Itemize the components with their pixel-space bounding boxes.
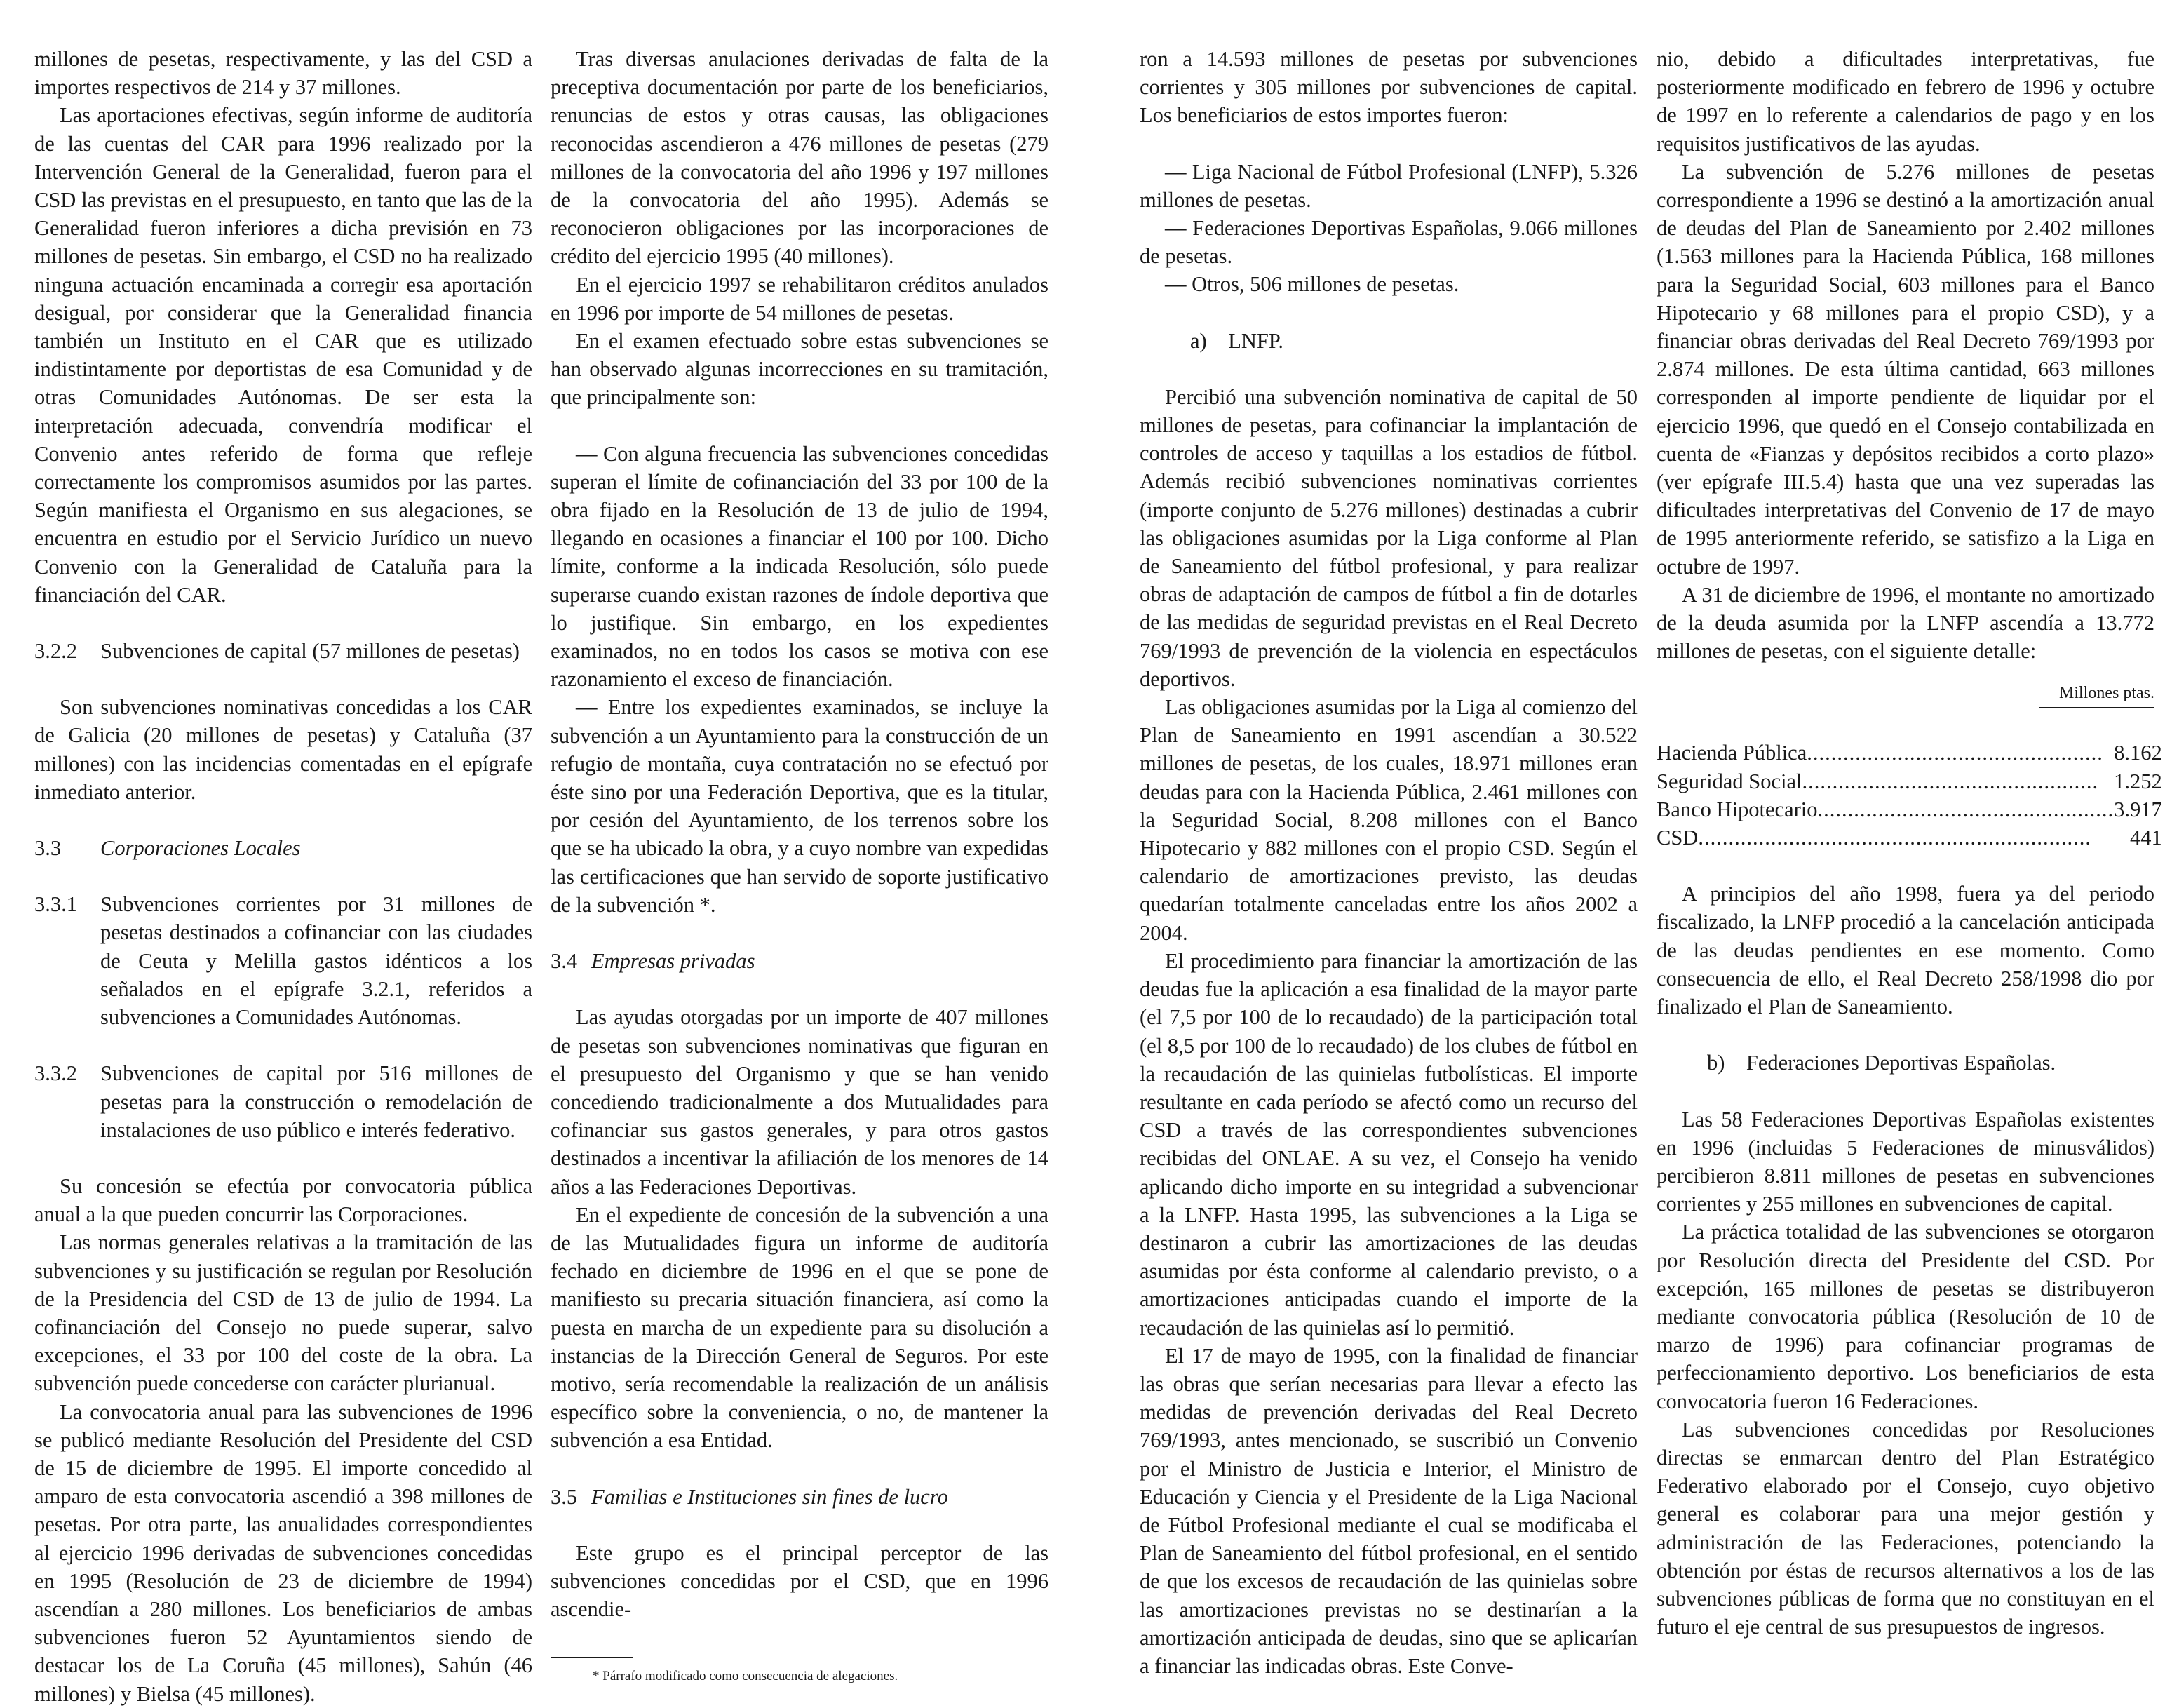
paragraph: La práctica totalidad de las subvenciones se otorgaron por Resolución directa del Presidente del CSD. Por excepción, 165 millones de pesetas se distribuyeron mediante convocatoria pública (Resolución de 10 de marzo de 1996) para cofinanciar programas de perfeccionamiento deportivo. Los beneficiarios de esta convocatoria fueron 16 Federaciones. [1657, 1220, 2154, 1413]
paragraph: Percibió una subvención nominativa de capital de 50 millones de pesetas, para cofinanciar la implantación de controles de acceso y taquillas a los estadios de fútbol. Además recibió subvenciones nominativas corrientes (importe conjunto de 5.276 millones) destinadas a cubrir las obligaciones asumidas por la Liga conforme al Plan de Saneamiento del fútbol profesional, y para realizar obras de adaptación de campos de fútbol a fin de dotarles de las medidas de seguridad previstas en el Real Decreto 769/1993 de prevención de la violencia en espectáculos deportivos. [1140, 384, 1638, 691]
table-unit-label: Millones ptas. [2059, 684, 2154, 703]
paragraph: millones de pesetas, respectivamente, y las del CSD a importes respectivos de 214 y 37 millones. [34, 47, 532, 100]
section-number: 3.3.1 [34, 892, 77, 917]
paragraph: ron a 14.593 millones de pesetas por subvenciones corrientes y 305 millones por subvenciones de capital. Los beneficiarios de estos importes fueron: [1140, 47, 1638, 128]
section-number: 3.4 [551, 949, 578, 974]
table-row: Hacienda Pública................................................. 8.162 [1657, 739, 2162, 767]
paragraph: Las ayudas otorgadas por un importe de 407 millones de pesetas son subvenciones nominativas que figuran en el presupuesto del Organismo y que se han venido concediendo tradicionalmente a dos Mutualidades para cofinanciar sus gastos generales, y para otros gastos destinados a incentivar la afiliación de los menores de 14 años a las Federaciones Deportivas. [551, 1005, 1048, 1199]
section-number: 3.5 [551, 1484, 578, 1509]
row-value: 441 [2130, 826, 2162, 850]
section-number: 3.3 [34, 836, 62, 861]
table-row: CSD................................................................. 441 [1657, 823, 2162, 852]
table-row: Seguridad Social................................................. 1.252 [1657, 767, 2162, 795]
paragraph: Este grupo es el principal perceptor de las subvenciones concedidas por el CSD, que en 1996 ascendie- [551, 1540, 1048, 1622]
paragraph: Las subvenciones concedidas por Resoluciones directas se enmarcan dentro del Plan Estratégico Federativo elaborado por el Consejo, cuyo objetivo general es colaborar para una mejor gestión y administración de las Federaciones, potenciando la obtención por éstas de recursos alternativos a los de las subvenciones públicas de forma que no constituyan en el futuro el eje central de sus presupuestos de ingresos. [1657, 1417, 2154, 1639]
section-heading-3-5 [551, 1483, 1048, 1511]
paragraph: El procedimiento para financiar la amortización de las deudas fue la aplicación a esa finalidad de la mayor parte (el 7,5 por 100 de lo recaudado) de la participación total (el 8,5 por 100 de lo recaudado) de los clubes de fútbol en la recaudación de las quinielas futbolísticas. El importe resultante en cada período se afectó como un recurso del CSD a través de las correspondientes subvenciones recibidas del ONLAE. A su vez, el Consejo ha venido aplicando dicho importe en su integridad a subvencionar a la LNFP. Hasta 1995, las subvenciones a la Liga se destinaron a cubrir las amortizaciones de las deudas asumidas por ésta conforme al calendario previsto, o a amortizaciones anticipadas cuando el importe de la recaudación de las quinielas así lo permitió. [1140, 948, 1638, 1340]
section-title: Corporaciones Locales [100, 836, 301, 861]
paragraph: Las 58 Federaciones Deportivas Españolas existentes en 1996 (incluidas 5 Federaciones de minusválidos) percibieron 8.811 millones de pesetas en subvenciones corrientes y 255 millones en subvenciones de capital. [1657, 1107, 2154, 1216]
section-heading-3-2-2 [34, 637, 532, 665]
paragraph: A 31 de diciembre de 1996, el montante no amortizado de la deuda asumida por la LNFP ascendía a 13.772 millones de pesetas, con el siguiente detalle: [1657, 582, 2154, 664]
paragraph: En el examen efectuado sobre estas subvenciones se han observado algunas incorrecciones en su tramitación, que principalmente son: [551, 329, 1048, 410]
paragraph: La convocatoria anual para las subvenciones de 1996 se publicó mediante Resolución del Presidente del CSD de 15 de diciembre de 1995. El importe concedido al amparo de esta convocatoria ascendió a 398 millones de pesetas. Por otra parte, las anualidades correspondientes al ejercicio 1996 derivadas de subvenciones concedidas en 1995 (Resolución de 23 de diciembre de 1994) ascendían a 280 millones. Los beneficiarios de ambas subvenciones fueron 52 Ayuntamientos siendo de destacar los de La Coruña (45 millones), Sahún (46 millones) y Bielsa (45 millones). [34, 1399, 532, 1706]
paragraph: La subvención de 5.276 millones de pesetas correspondiente a 1996 se destinó a la amortización anual de deudas del Plan de Saneamiento por 2.402 millones (1.563 millones para la Hacienda Pública, 168 millones para la Seguridad Social, 603 millones para el Banco Hipotecario y 68 millones para el propio CSD), y a financiar obras derivadas del Real Decreto 769/1993 por 2.874 millones. De esta última cantidad, 663 millones corresponden al importe pendiente de liquidar por el ejercicio 1996, que quedó en el Consejo contabilizada en cuenta de «Fianzas y depósitos recibidos a corto plazo» (ver epígrafe III.5.4) hasta que una vez superadas las dificultades interpretativas del Convenio de 17 de mayo de 1995 anteriormente referido, se satisfizo a la Liga en octubre de 1997. [1657, 159, 2154, 579]
debt-table [1657, 739, 2162, 852]
section-title: Subvenciones corrientes por 31 millones de pesetas destinados a cofinanciar con las ciudades de Ceuta y Melilla gastos idénticos a los señalados en el epígrafe 3.2.1, referidos a subvenciones a Comunidades Autónomas. [100, 892, 532, 1030]
row-label: Seguridad Social [1657, 769, 1802, 793]
paragraph: Las aportaciones efectivas, según informe de auditoría de las cuentas del CAR para 1996 realizado por la Intervención General de la Generalidad, fueron para el CSD las previstas en el presupuesto, en tanto que las de la Generalidad fueron inferiores a dicha previsión en 73 millones de pesetas. Sin embargo, el CSD no ha realizado ninguna actuación encaminada a corregir esa aportación desigual, por considerar que la Generalidad financia también un Instituto en el CAR que es utilizado indistintamente por deportistas de esa Comunidad y de otras Comunidades Autónomas. De ser esta la interpretación adecuada, convendría modificar el Convenio antes referido de forma que refleje correctamente los compromisos asumidos por las partes. Según manifiesta el Organismo en sus alegaciones, se encuentra en estudio por el Servicio Jurídico un nuevo Convenio con la Generalidad de Cataluña para la financiación del CAR. [34, 103, 532, 607]
section-title: Subvenciones de capital por 516 millones de pesetas para la construcción o remodelación de instalaciones de uso público e interés federativo. [100, 1061, 532, 1142]
column-1 [34, 45, 532, 1708]
paragraph: Tras diversas anulaciones derivadas de falta de la preceptiva documentación por parte de los beneficiarios, renuncias de estos y otras causas, las obligaciones reconocidas ascendieron a 476 millones de pesetas (279 millones de la convocatoria del año 1996 y 197 millones de la convocatoria del año 1995). Además se reconocieron obligaciones por las incorporaciones de crédito del ejercicio 1995 (40 millones). [551, 47, 1048, 269]
section-number: 3.2.2 [34, 639, 77, 664]
footnote-rule [551, 1657, 633, 1658]
paragraph: A principios del año 1998, fuera ya del periodo fiscalizado, la LNFP procedió a la cancelación anticipada de las deudas pendientes en ese momento. Como consecuencia de ello, el Real Decreto 258/1998 dio por finalizado el Plan de Saneamiento. [1657, 882, 2154, 1019]
row-label: CSD [1657, 826, 1699, 850]
paragraph: El 17 de mayo de 1995, con la finalidad de financiar las obras que serían necesarias para llevar a efecto las medidas de prevención derivadas del Real Decreto 769/1993, antes mencionado, se suscribió un Convenio por el Ministro de Justicia e Interior, el Ministro de Educación y Ciencia y el Presidente de la Liga Nacional de Fútbol Profesional mediante el cual se modificaba el Plan de Saneamiento del fútbol profesional, en el sentido de que los excesos de recaudación de las quinielas sobre las amortizaciones previstas no se destinarían a la amortización anticipada de deudas, sino que se aplicarían a financiar las indicadas obras. Este Conve- [1140, 1343, 1638, 1678]
footnote: * Párrafo modificado como consecuencia de alegaciones. [593, 1669, 898, 1684]
dash-item: — Otros, 506 millones de pesetas. [1165, 272, 1459, 297]
dash-item: — Con alguna frecuencia las subvenciones concedidas superan el límite de cofinanciación del 33 por 100 de la obra fijado en la Resolución de 13 de julio de 1994, llegando en ocasiones a financiar el 100 por 100. Dicho límite, conforme a la indicada Resolución, sólo puede superarse cuando existan razones de índole deportiva que lo justifique. Sin embargo, en los expedientes examinados, no en todos los casos se motiva con ese razonamiento el exceso de financiación. [551, 441, 1048, 692]
paragraph: En el expediente de concesión de la subvención a una de las Mutualidades figura un informe de auditoría fechado en diciembre de 1996 en el que se pone de manifiesto su precaria situación financiera, así como la puesta en marcha de un expediente para su disolución a instancias de la Dirección General de Seguros. Por este motivo, sería recomendable la realización de un análisis específico sobre la conveniencia, o no, de mantener la subvención a esa Entidad. [551, 1202, 1048, 1453]
section-heading-3-3 [34, 834, 532, 862]
paragraph: nio, debido a dificultades interpretativas, fue posteriormente modificado en febrero de 1996 y octubre de 1997 en lo referente a calendarios de pago y en los requisitos justificativos de las ayudas. [1657, 47, 2154, 156]
paragraph: En el ejercicio 1997 se rehabilitaron créditos anulados en 1996 por importe de 54 millones de pesetas. [551, 272, 1048, 325]
section-heading-3-3-2 [34, 1059, 532, 1144]
column-4 [1657, 45, 2162, 1641]
row-value: 1.252 [2114, 769, 2162, 793]
dash-item: — Liga Nacional de Fútbol Profesional (LNFP), 5.326 millones de pesetas. [1140, 159, 1638, 212]
column-2 [551, 45, 1048, 1685]
column-3 [1140, 45, 1638, 1680]
table-row: Banco Hipotecario................................................. 3.917 [1657, 795, 2162, 823]
section-heading-3-4 [551, 947, 1048, 975]
paragraph: Las normas generales relativas a la tramitación de las subvenciones y su justificación se regulan por Resolución de la Presidencia del CSD de 13 de julio de 1994. La cofinanciación del Consejo no puede superar, salvo excepciones, el 33 por 100 del coste de la obra. La subvención puede concederse con carácter plurianual. [34, 1230, 532, 1396]
section-title: Familias e Instituciones sin fines de lucro [591, 1484, 948, 1509]
subsection-heading-a: a) LNFP. [1190, 328, 1284, 353]
row-label: Banco Hipotecario [1657, 797, 1818, 821]
section-title: Subvenciones de capital (57 millones de pesetas) [100, 639, 520, 664]
paragraph: Las obligaciones asumidas por la Liga al comienzo del Plan de Saneamiento en 1991 ascendían a 30.522 millones de pesetas, de los cuales, 18.971 millones eran deudas para con la Hacienda Pública, 2.461 millones con la Seguridad Social, 8.208 millones con el Banco Hipotecario y 882 millones con el propio CSD. Según el calendario de amortizaciones previsto, las deudas quedarían totalmente canceladas entre los años 2002 a 2004. [1140, 695, 1638, 945]
section-heading-3-3-1 [34, 890, 532, 1031]
dash-item: — Entre los expedientes examinados, se incluye la subvención a un Ayuntamiento para la construcción de un refugio de montaña, cuya contratación no se efectuó por éste sino por una Federación Deportiva, que es la titular, por cesión del Ayuntamiento, de los terrenos sobre los que se ha ubicado la obra, y a cuyo nombre van expedidas las certificaciones que han servido de soporte justificativo de la subvención *. [551, 695, 1048, 917]
subsection-heading-b: b) Federaciones Deportivas Españolas. [1707, 1051, 2056, 1075]
row-value: 8.162 [2114, 741, 2162, 765]
row-value: 3.917 [2114, 797, 2162, 821]
section-number: 3.3.2 [34, 1061, 77, 1086]
paragraph: Son subvenciones nominativas concedidas a los CAR de Galicia (20 millones de pesetas) y Cataluña (37 millones) con las incidencias comentadas en el epígrafe inmediato anterior. [34, 695, 532, 804]
table-unit-rule [2039, 707, 2154, 708]
paragraph: Su concesión se efectúa por convocatoria pública anual a la que pueden concurrir las Corporaciones. [34, 1174, 532, 1227]
dash-item: — Federaciones Deportivas Españolas, 9.066 millones de pesetas. [1140, 216, 1638, 269]
section-title: Empresas privadas [591, 949, 755, 974]
row-label: Hacienda Pública [1657, 741, 1807, 765]
